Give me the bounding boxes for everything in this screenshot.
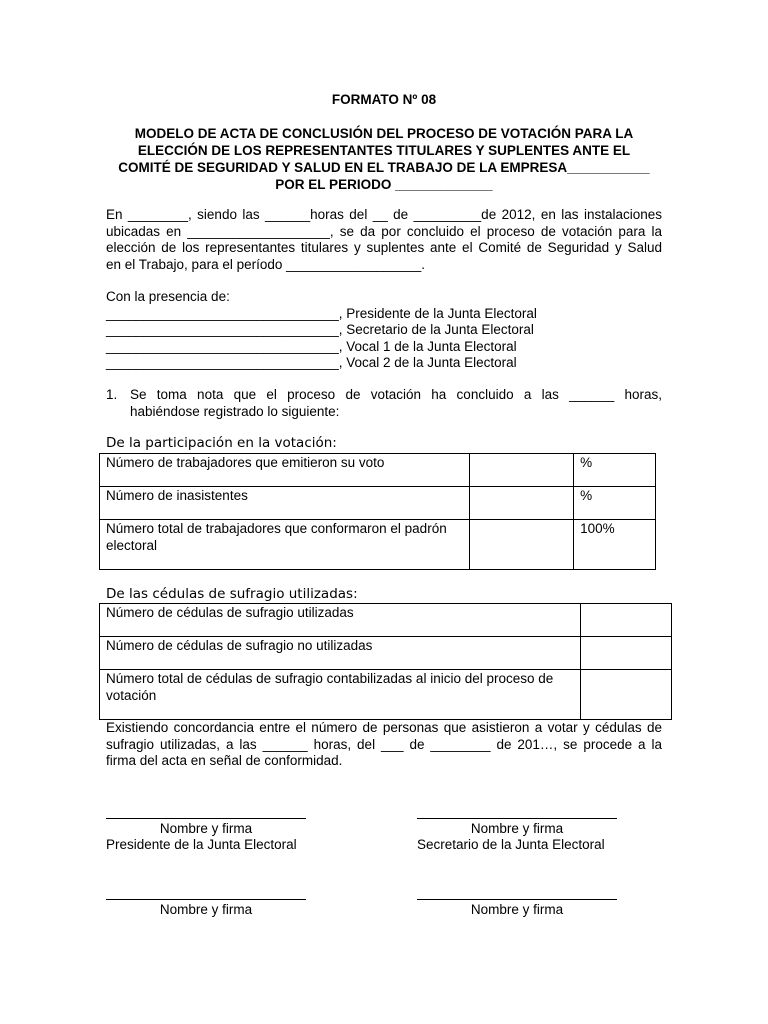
subtitle-line: MODELO DE ACTA DE CONCLUSIÓN DEL PROCESO DE VOTACIÓN PARA LA [134, 126, 634, 141]
signature-line [417, 899, 617, 900]
row-unit: % [574, 454, 656, 487]
signature-role: Secretario de la Junta Electoral [417, 837, 605, 852]
ballots-heading: De las cédulas de sufragio utilizadas: [106, 586, 358, 602]
presence-member: _______________________________, Secretario de la Junta Electoral [106, 322, 534, 337]
table-row [100, 487, 656, 520]
intro-line: En ________, siendo las ______horas del __ de _________de 2012, en las instalaciones [106, 207, 662, 222]
row-label: Número de trabajadores que emitieron su voto [100, 454, 470, 487]
signature-president [106, 818, 306, 853]
signature-caption: Nombre y firma [159, 902, 253, 917]
row-label: Número de inasistentes [100, 487, 470, 520]
row-value [470, 454, 574, 487]
row-label: Número de cédulas de sufragio no utilizadas [100, 637, 581, 670]
presence-list [106, 289, 537, 372]
participation-table [99, 453, 656, 570]
table-row [100, 520, 656, 570]
table-row [100, 670, 672, 720]
presence-member: _______________________________, Vocal 2 de la Junta Electoral [106, 355, 517, 370]
intro-paragraph [106, 207, 662, 273]
signature-vocal-1 [106, 899, 306, 918]
signature-role: Presidente de la Junta Electoral [106, 837, 297, 852]
row-value [581, 637, 672, 670]
closing-line: firma del acta en señal de conformidad. [106, 753, 343, 768]
row-unit: 100% [574, 520, 656, 570]
signature-secretary [417, 818, 617, 853]
signature-caption: Nombre y firma [470, 902, 564, 917]
item-line: habiéndose registrado lo siguiente: [130, 403, 340, 419]
row-label: Número total de trabajadores que conformaron el padrón electoral [100, 520, 470, 570]
subtitle-line: POR EL PERIODO _____________ [275, 177, 493, 192]
row-label: Número de cédulas de sufragio utilizadas [100, 604, 581, 637]
item-number: 1. [106, 387, 118, 402]
row-value [581, 670, 672, 720]
row-value [581, 604, 672, 637]
numbered-item-1 [106, 387, 662, 420]
presence-label: Con la presencia de: [106, 289, 230, 304]
row-value [470, 520, 574, 570]
closing-paragraph [106, 720, 662, 770]
row-label: Número total de cédulas de sufragio contabilizadas al inicio del proceso de votación [100, 670, 581, 720]
subtitle-line: ELECCIÓN DE LOS REPRESENTANTES TITULARES Y SUPLENTES ANTE EL [137, 143, 631, 158]
intro-line: en el Trabajo, para el período __________________. [106, 256, 426, 272]
signature-line [106, 899, 306, 900]
presence-member: _______________________________, Presidente de la Junta Electoral [106, 305, 537, 321]
row-unit: % [574, 487, 656, 520]
intro-line: elección de los representantes titulares y suplentes ante el Comité de Seguridad y Salud [106, 240, 662, 255]
intro-line: ubicadas en ___________________, se da por concluido el proceso de votación para la [106, 223, 662, 239]
item-text [130, 387, 662, 420]
row-value [470, 487, 574, 520]
participation-heading: De la participación en la votación: [106, 435, 337, 451]
signature-line [417, 818, 617, 819]
ballots-table [99, 603, 672, 720]
document-subtitle [106, 125, 662, 193]
signature-line [106, 818, 306, 819]
closing-line: Existiendo concordancia entre el número de personas que asistieron a votar y cédulas de [106, 720, 662, 735]
presence-member: _______________________________, Vocal 1 de la Junta Electoral [106, 338, 517, 354]
table-row [100, 454, 656, 487]
document-title: FORMATO Nº 08 [331, 92, 437, 107]
signature-caption: Nombre y firma [159, 821, 253, 836]
table-row [100, 637, 672, 670]
subtitle-line: COMITÉ DE SEGURIDAD Y SALUD EN EL TRABAJO DE LA EMPRESA___________ [118, 160, 650, 175]
signature-vocal-2 [417, 899, 617, 918]
closing-line: sufragio utilizadas, a las ______ horas, del ___ de ________ de 201…, se procede a la [106, 736, 662, 752]
item-line: Se toma nota que el proceso de votación ha concluido a las ______ horas, [130, 387, 662, 402]
signature-caption: Nombre y firma [470, 821, 564, 836]
table-row [100, 604, 672, 637]
